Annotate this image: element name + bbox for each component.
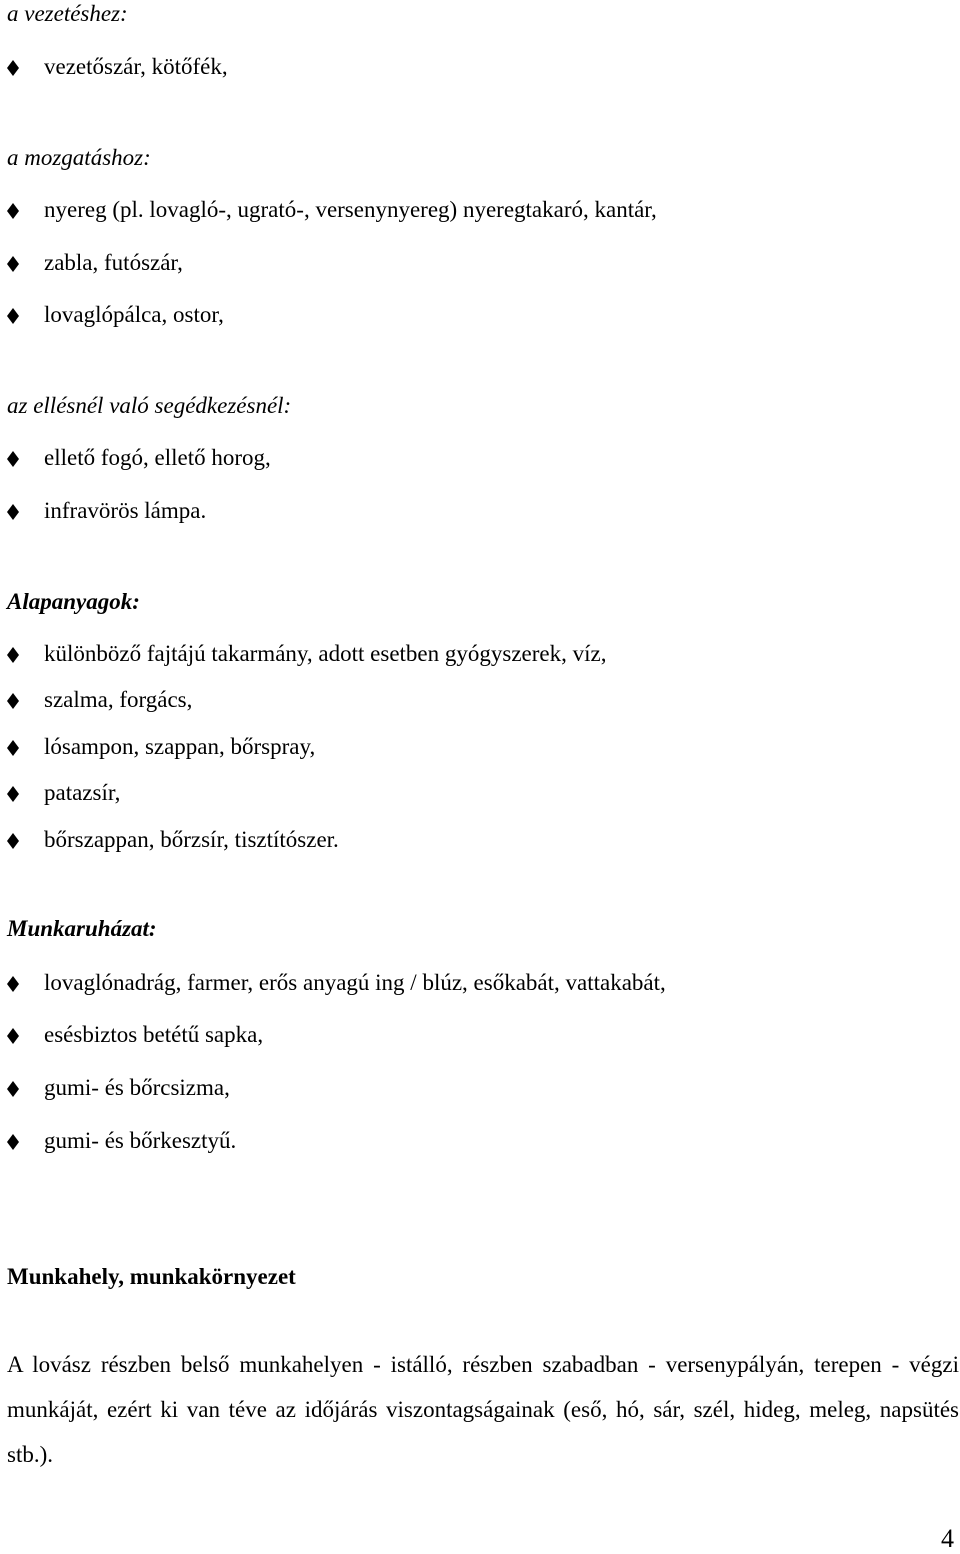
list-item-text: esésbiztos betétű sapka, <box>44 1022 264 1047</box>
list-item-text: ellető fogó, ellető horog, <box>44 445 271 470</box>
list-item-text: szalma, forgács, <box>44 687 193 712</box>
diamond-bullet-icon <box>7 833 19 849</box>
list-item-text: bőrszappan, bőrzsír, tisztítószer. <box>44 827 339 852</box>
page-number: 4 <box>941 1524 954 1553</box>
diamond-bullet-icon <box>7 740 19 756</box>
list-item-text: zabla, futószár, <box>44 250 183 275</box>
list-item-text: különböző fajtájú takarmány, adott esetben gyógyszerek, víz, <box>44 641 607 666</box>
list-item-text: lovaglónadrág, farmer, erős anyagú ing / blúz, esőkabát, vattakabát, <box>44 970 666 995</box>
section-heading-munkaruhazat: Munkaruházat: <box>7 916 157 941</box>
diamond-bullet-icon <box>7 1028 19 1044</box>
diamond-bullet-icon <box>7 786 19 802</box>
list-item-text: infravörös lámpa. <box>44 498 207 523</box>
list-item-text: patazsír, <box>44 780 121 805</box>
diamond-bullet-icon <box>7 976 19 992</box>
diamond-bullet-icon <box>7 256 19 272</box>
list-item-text: nyereg (pl. lovagló-, ugrató-, versenynyereg) nyeregtakaró, kantár, <box>44 197 657 222</box>
diamond-bullet-icon <box>7 647 19 663</box>
diamond-bullet-icon <box>7 1081 19 1097</box>
diamond-bullet-icon <box>7 451 19 467</box>
list-item-text: lósampon, szappan, bőrspray, <box>44 734 316 759</box>
diamond-bullet-icon <box>7 1134 19 1150</box>
diamond-bullet-icon <box>7 203 19 219</box>
diamond-bullet-icon <box>7 60 19 76</box>
diamond-bullet-icon <box>7 308 19 324</box>
list-item-text: vezetőszár, kötőfék, <box>44 54 228 79</box>
list-item-text: lovaglópálca, ostor, <box>44 302 224 327</box>
section-heading-mozgatashoz: a mozgatáshoz: <box>7 145 151 170</box>
diamond-bullet-icon <box>7 504 19 520</box>
list-item-text: gumi- és bőrcsizma, <box>44 1075 230 1100</box>
section-heading-vezeteshez: a vezetéshez: <box>7 1 128 26</box>
section-heading-alapanyagok: Alapanyagok: <box>7 589 140 614</box>
workplace-paragraph: A lovász részben belső munkahelyen - istálló, részben szabadban - versenypályán, terepen - végzi munkáját, ezért ki van téve az időjárás viszontagságainak (eső, hó, sár, szél, hideg, meleg, napsütés stb.). <box>7 1352 959 1467</box>
list-item-text: gumi- és bőrkesztyű. <box>44 1128 237 1153</box>
section-heading-munkahely: Munkahely, munkakörnyezet <box>7 1264 296 1289</box>
section-heading-ellesnel: az ellésnél való segédkezésnél: <box>7 393 292 418</box>
diamond-bullet-icon <box>7 693 19 709</box>
